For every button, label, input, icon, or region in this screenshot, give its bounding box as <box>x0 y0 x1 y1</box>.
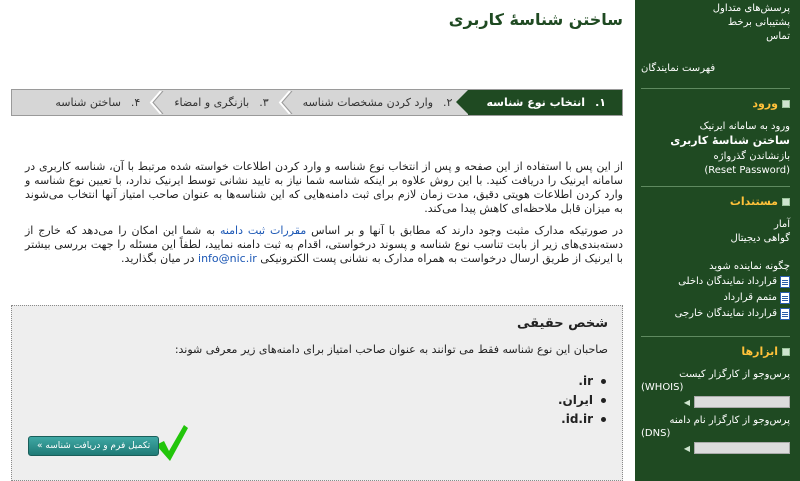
sidebar-link-digital-cert[interactable]: گواهی دیجیتال <box>730 233 790 244</box>
step-number: ۱. <box>595 96 606 109</box>
tool-dns-row <box>641 442 790 454</box>
tool-whois-row <box>641 396 790 408</box>
step-label: ساختن شناسه <box>55 96 121 109</box>
domain-rules-link[interactable]: مقررات ثبت دامنه <box>219 224 307 237</box>
page-title: ساختن شناسهٔ کاربری <box>448 10 623 29</box>
document-icon <box>780 308 790 320</box>
step-label: بازنگری و امضاء <box>174 96 250 109</box>
sidebar-divider <box>641 88 790 89</box>
step-label: انتخاب نوع شناسه <box>486 96 586 109</box>
whois-line2: (WHOIS) <box>641 382 684 393</box>
box-title: شخص حقیقی <box>517 316 608 331</box>
natural-person-box <box>11 305 623 481</box>
sidebar-heading-docs <box>641 195 790 208</box>
tool-whois-label <box>641 368 790 394</box>
reset-line2: (Reset Password) <box>704 165 790 176</box>
whois-line1: پرس‌وجو از کارگزار کیست <box>679 369 790 380</box>
sidebar-file-domestic-contract[interactable] <box>641 274 790 290</box>
intro-paragraph-2 <box>25 224 623 266</box>
step-number: ۳. <box>259 96 269 109</box>
domain-label: .id.ir <box>561 412 593 426</box>
whois-input[interactable] <box>694 396 790 408</box>
sidebar-link-become-rep[interactable]: چگونه نماینده شوید <box>709 261 790 272</box>
step-select-type <box>468 90 622 115</box>
sidebar-link-irnic-login[interactable]: ورود به سامانه ایرنیک <box>699 121 790 132</box>
sidebar-file-foreign-contract[interactable] <box>641 306 790 322</box>
checkmark-icon <box>154 423 190 463</box>
intro-paragraph-1: از این پس با استفاده از این صفحه و پس از انتخاب نوع شناسه و وارد کردن اطلاعات خواسته شده مرتبط با آن، شناسه کاربری در سامانه ایرنیک را دریافت کنید. با این روش علاوه بر اینکه شناسه شما نیاز به تایید نشانی توسط ایرنیک ندارد، با تعیین نوع شناسه و وارد کردن اطلاعات هویتی دقیق، مدت زمان لازم برای ثبت دامنه‌هایی که این شناسه‌ها به عنوان صاحب امتیاز آنها انتخاب می‌شوند به میزان قابل ملاحظه‌ای کاهش پیدا می‌کند. <box>25 160 623 215</box>
sidebar-link-support[interactable]: پشتیبانی برخط <box>727 17 790 28</box>
sidebar-heading-login <box>641 97 790 110</box>
play-arrow-icon[interactable]: ◀ <box>683 397 690 407</box>
complete-form-button[interactable]: تکمیل فرم و دریافت شناسه » <box>28 436 159 456</box>
file-label: قرارداد نمایندگان داخلی <box>678 276 777 287</box>
steps-bar <box>11 89 623 116</box>
sidebar-file-contract-addendum[interactable] <box>641 290 790 306</box>
step-review-sign <box>156 90 284 115</box>
domain-item <box>26 374 606 388</box>
intro-text-a: در صورتیکه مدارک مثبت وجود دارند که مطابق با آنها و بر اساس <box>311 224 623 237</box>
tool-dns-label <box>641 414 790 440</box>
document-icon <box>780 292 790 304</box>
sidebar-divider <box>641 336 790 337</box>
dns-line2: (DNS) <box>641 428 671 439</box>
step-number: ۴. <box>130 96 141 109</box>
step-label: وارد کردن مشخصات شناسه <box>302 96 434 109</box>
sidebar-divider <box>641 186 790 187</box>
domain-item <box>26 393 606 407</box>
domain-list <box>26 374 608 426</box>
sidebar-heading-label: ابزارها <box>741 345 778 358</box>
domain-item <box>26 412 606 426</box>
file-label: متمم قرارداد <box>723 292 777 303</box>
sidebar-heading-tools <box>641 345 790 358</box>
section-square-icon <box>782 348 790 356</box>
main-content <box>11 0 623 481</box>
step-number: ۲. <box>443 96 453 109</box>
domain-label: .ایران <box>557 393 593 407</box>
sidebar-heading-label: مستندات <box>729 195 778 208</box>
step-enter-details <box>285 90 469 115</box>
sidebar-link-contact[interactable]: تماس <box>766 31 790 42</box>
file-label: قرارداد نمایندگان خارجی <box>674 308 777 319</box>
sidebar-link-reset-password[interactable] <box>641 150 790 178</box>
document-icon <box>780 276 790 288</box>
domain-label: .ir <box>578 374 593 388</box>
sidebar-link-create-user[interactable]: ساختن شناسهٔ کاربری <box>670 134 790 147</box>
section-square-icon <box>782 198 790 206</box>
email-link[interactable]: info@nic.ir <box>198 252 257 265</box>
step-create-id <box>37 90 156 115</box>
intro-text <box>25 160 623 274</box>
sidebar-heading-label: ورود <box>752 97 778 110</box>
sidebar <box>635 0 800 481</box>
intro-text-c: در میان بگذارید. <box>121 252 195 265</box>
dns-input[interactable] <box>694 442 790 454</box>
dns-line1: پرس‌وجو از کارگزار نام دامنه <box>669 415 790 426</box>
sidebar-link-stats[interactable]: آمار <box>773 219 790 230</box>
reset-line1: بازنشاندن گذرواژه <box>713 151 790 162</box>
sidebar-link-faq[interactable]: پرسش‌های متداول <box>712 3 790 14</box>
box-description: صاحبان این نوع شناسه فقط می توانند به عنوان صاحب امتیاز برای دامنه‌های زیر معرفی شوند: <box>174 343 608 356</box>
intro-text-b: به شما این امکان را می‌دهد که خارج از دسته‌بندی‌های زیر از بابت تناسب نوع شناسه و پسوند درخواستی، اقدام به ثبت دامنه نمایید، لطفاً این مسئله را جهت بررسی بیشتر با ایرنیک از طریق ارسال درخواست به همراه مدارک به نشانی پست الکترونیکی <box>25 224 623 265</box>
sidebar-link-reps[interactable]: فهرست نمایندگان <box>641 63 716 74</box>
play-arrow-icon[interactable]: ◀ <box>683 443 690 453</box>
section-square-icon <box>782 100 790 108</box>
